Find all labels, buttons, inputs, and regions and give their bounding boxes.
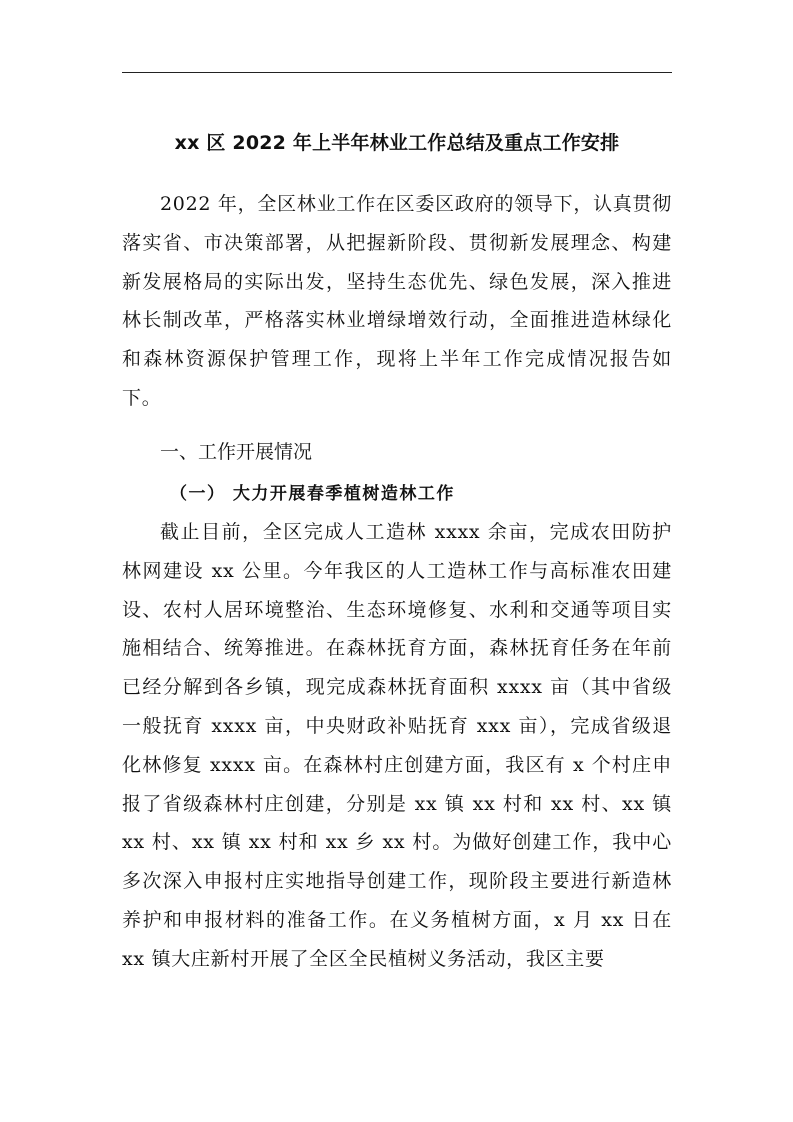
intro-paragraph: 2022 年，全区林业工作在区委区政府的领导下，认真贯彻落实省、市决策部署，从把握新阶段、贯彻新发展理念、构建新发展格局的实际出发，坚持生态优先、绿色发展，深入推进林长制改革，严格落实林业增绿增效行动，全面推进造林绿化和森林资源保护管理工作，现将上半年工作完成情况报告如下。 <box>122 193 672 409</box>
document-title: xx 区 2022 年上半年林业工作总结及重点工作安排 <box>174 132 620 154</box>
section-heading: 一、工作开展情况 <box>160 441 313 463</box>
subsection-heading: （一） 大力开展春季植树造林工作 <box>170 484 455 504</box>
header-rule <box>122 72 672 73</box>
body-paragraph: 截止目前，全区完成人工造林 xxxx 余亩，完成农田防护林网建设 xx 公里。今年我区的人工造林工作与高标准农田建设、农村人居环境整治、生态环境修复、水利和交通等项目实施相结合、统筹推进。在森林抚育方面，森林抚育任务在年前已经分解到各乡镇，现完成森林抚育面积 xxxx 亩（其中省级一般抚育 xxxx 亩，中央财政补贴抚育 xxx 亩），完成省级退化林修复 xxxx 亩。在森林村庄创建方面，我区有 x 个村庄申报了省级森林村庄创建，分别是 xx 镇 xx 村和 xx 村、xx 镇 xx 村、xx 镇 xx 村和 xx 乡 xx 村。为做好创建工作，我中心多次深入申报村庄实地指导创建工作，现阶段主要进行新造林养护和申报材料的准备工作。在义务植树方面，x 月 xx 日在 xx 镇大庄新村开展了全区全民植树义务活动，我区主要 <box>122 521 672 970</box>
